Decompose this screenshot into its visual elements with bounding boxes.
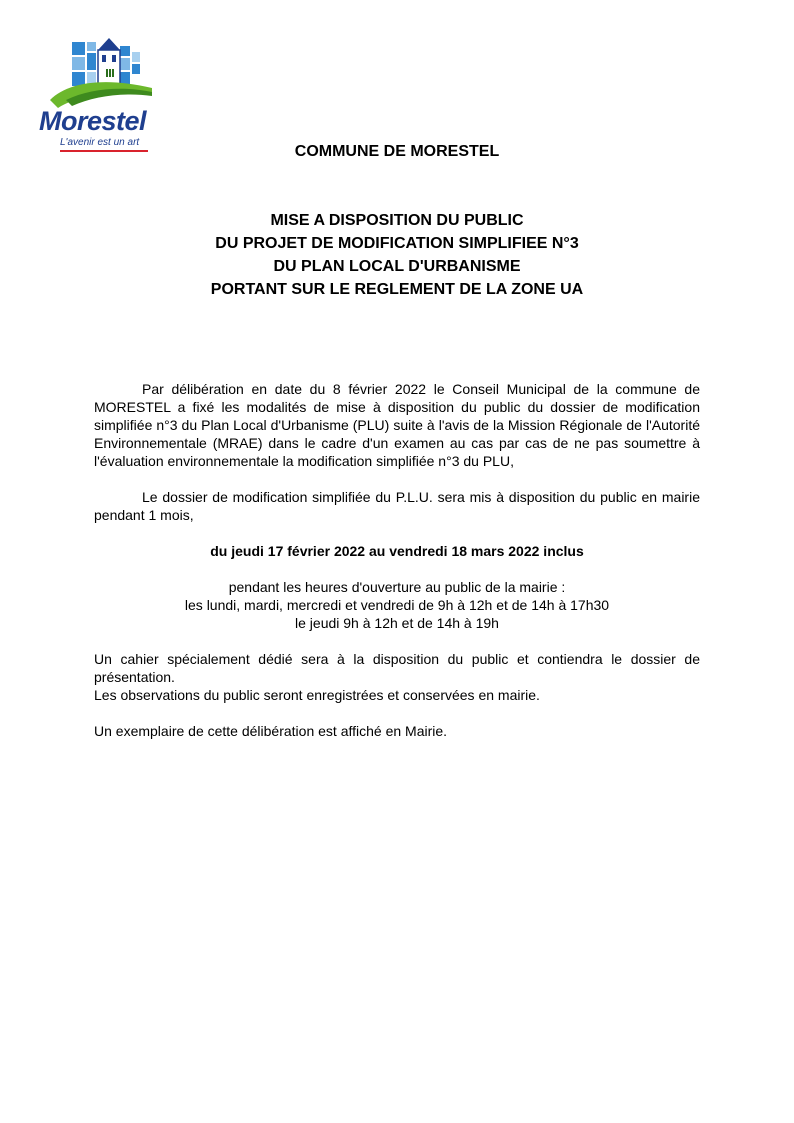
morestel-logo bbox=[36, 36, 162, 156]
document-body bbox=[94, 380, 700, 740]
logo-tagline: L'avenir est un art bbox=[60, 137, 140, 148]
exemplaire-paragraph: Un exemplaire de cette délibération est affiché en Mairie. bbox=[94, 723, 448, 739]
deliberation-paragraph: Par délibération en date du 8 février 2022 le Conseil Municipal de la commune de MORESTEL a fixé les modalités de mise à disposition du public du dossier de modification simplifiée n°3 du Plan Local d'Urbanisme (PLU) suite à l'avis de la Mission Régionale de l'Autorité Environnementale (MRAE) dans le cadre d'un examen au cas par cas de ne pas soumettre à l'évaluation environnementale la modification simplifiée n°3 du PLU, bbox=[94, 381, 700, 469]
opening-hours bbox=[94, 578, 700, 632]
hours-line-1: pendant les heures d'ouverture au public de la mairie : bbox=[228, 579, 566, 595]
cahier-paragraph: Un cahier spécialement dédié sera à la disposition du public et contiendra le dossier de présentation. bbox=[94, 651, 700, 685]
consultation-dates: du jeudi 17 février 2022 au vendredi 18 mars 2022 inclus bbox=[210, 543, 584, 559]
title-line-3: DU PLAN LOCAL D'URBANISME bbox=[273, 258, 521, 275]
document-title bbox=[0, 209, 794, 301]
title-line-1: MISE A DISPOSITION DU PUBLIC bbox=[270, 212, 524, 229]
hours-line-3: le jeudi 9h à 12h et de 14h à 19h bbox=[295, 615, 499, 631]
morestel-logo-emblem-icon bbox=[36, 36, 162, 116]
title-line-2: DU PROJET DE MODIFICATION SIMPLIFIEE N°3 bbox=[215, 235, 579, 252]
hours-line-2: les lundi, mardi, mercredi et vendredi de 9h à 12h et de 14h à 17h30 bbox=[184, 597, 610, 613]
dossier-paragraph: Le dossier de modification simplifiée du P.L.U. sera mis à disposition du public en mairie pendant 1 mois, bbox=[94, 489, 700, 523]
logo-wordmark: Morestel bbox=[39, 106, 147, 136]
observations-paragraph: Les observations du public seront enregistrées et conservées en mairie. bbox=[94, 687, 540, 703]
title-line-4: PORTANT SUR LE REGLEMENT DE LA ZONE UA bbox=[210, 281, 584, 298]
commune-heading: COMMUNE DE MORESTEL bbox=[294, 143, 500, 160]
